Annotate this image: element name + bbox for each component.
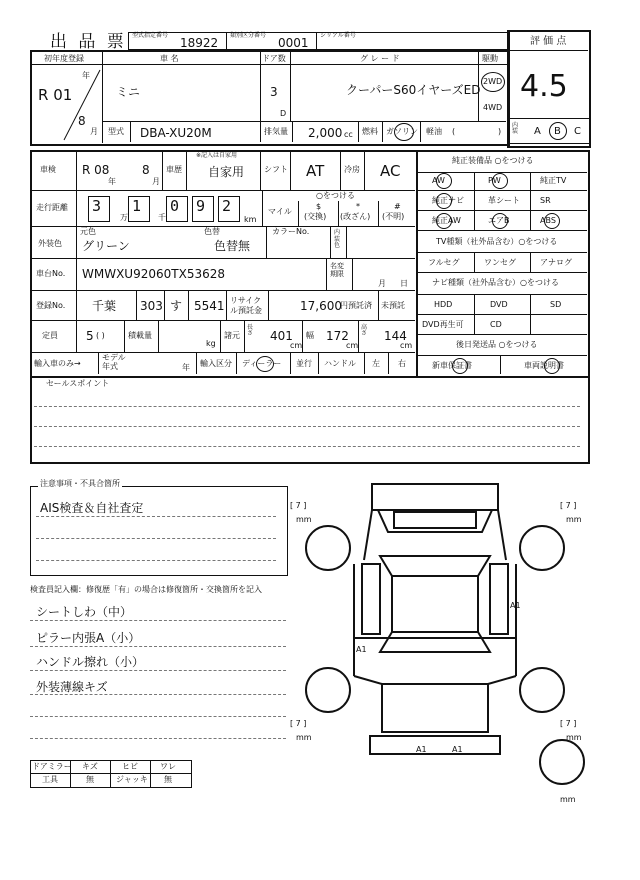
first-reg-month: 8 (78, 114, 86, 128)
drive-4wd: 4WD (483, 103, 503, 112)
recycle-unit: 円預託済 (340, 301, 372, 310)
navi-item: DVD再生可 (422, 320, 464, 329)
post-item-circle (544, 358, 560, 374)
import-model-year-label: モデル年式 (102, 353, 126, 371)
shaken-month: 8 (142, 163, 150, 177)
rating-label: 評 価 点 (530, 36, 567, 47)
car-damage-diagram (290, 480, 590, 810)
color-no-label: カラーNo. (272, 227, 310, 236)
post-header: 後日発送品 ○をつける (456, 340, 538, 349)
sales-point-box (30, 376, 590, 464)
navi-item: SD (550, 300, 562, 309)
length-label: 長さ (247, 324, 254, 337)
mileage-digit: 9 (196, 197, 206, 215)
equipment-item: PW (488, 176, 501, 185)
mileage-dollar: $ (316, 202, 322, 211)
tire-fr-unit: mm (566, 515, 582, 524)
class-no-label: 類別区分番号 (230, 32, 267, 39)
mileage-man-unit: 万 (120, 213, 128, 222)
tire-rr-unit: mm (566, 733, 582, 742)
doors-sub: D (280, 109, 287, 118)
damage-mark-3: A1 (416, 745, 427, 754)
equipment-item-circle (436, 193, 452, 209)
inspector-line-2: ピラー内張A（小） (36, 631, 141, 645)
import-dealer: ディーラー (242, 359, 282, 368)
post-item: 車両説明書 (524, 361, 564, 370)
name-change-day: 日 (400, 279, 408, 288)
post-item-circle (452, 358, 468, 374)
notes-box (30, 486, 288, 576)
tv-item: フルセグ (428, 258, 460, 267)
first-reg-label: 初年度登録 (44, 54, 84, 63)
equipment-item: SR (540, 196, 551, 205)
navi-item: DVD (490, 300, 508, 309)
interior-c: C (574, 126, 581, 137)
capacity-label: 定員 (42, 331, 58, 340)
grade-value: クーパーS60イヤーズED (346, 83, 481, 97)
import-only-label: 輸入車のみ→ (34, 359, 81, 368)
drive-2wd: 2WD (483, 77, 503, 86)
length-value: 401 (270, 329, 293, 343)
grade-label: グ レ ー ド (360, 54, 400, 63)
width-label: 幅 (306, 331, 314, 340)
tire-fl-bracket: [ 7 ] (290, 501, 307, 510)
navi-header: ナビ種類（社外品含む）○をつける (432, 278, 559, 287)
doors-label: ドア数 (262, 54, 286, 63)
tire-rr-bracket: [ 7 ] (560, 719, 577, 728)
chassis-label: 車台No. (36, 269, 66, 278)
equipment-item: 純正AW (432, 216, 461, 225)
mileage-sen-unit: 千 (158, 213, 166, 222)
fuel-diesel: 軽油 (426, 127, 442, 136)
tire-spare-unit: mm (560, 795, 576, 804)
tv-header: TV種類（社外品含む）○をつける (436, 237, 558, 246)
rating-value: 4.5 (520, 69, 568, 104)
type-no-label: 型式指定番号 (132, 32, 169, 39)
navi-item: HDD (434, 300, 453, 309)
shaken-year-unit: 年 (108, 177, 116, 186)
inspector-line-1: シートしわ（中） (36, 605, 133, 619)
inspector-line-4: 外装薄線キズ (36, 680, 108, 694)
damage-mark-2: A1 (356, 645, 367, 654)
tire-fr-bracket: [ 7 ] (560, 501, 577, 510)
mileage-digit: 3 (92, 197, 102, 215)
chassis-value: WMWXU92060TX53628 (82, 267, 225, 281)
color-code-label: 色替 (204, 227, 220, 236)
registration-region: 千葉 (92, 299, 117, 313)
first-reg-month-unit: 月 (90, 127, 98, 136)
mileage-digit: 2 (222, 197, 232, 215)
inspector-line-3: ハンドル擦れ（小） (36, 655, 145, 669)
interior-b-circle (549, 122, 567, 140)
drive-label: 駆動 (482, 54, 498, 63)
equipment-item: AW (432, 176, 445, 185)
import-handle-label: ハンドル (324, 359, 356, 368)
equipment-item-circle (436, 213, 452, 229)
mileage-hash-note: (不明) (382, 212, 405, 221)
equipment-item: 純正ナビ (432, 196, 464, 205)
drive-2wd-circle (481, 72, 505, 92)
navi-item: CD (490, 320, 502, 329)
mileage-star-note: (改ざん) (340, 212, 371, 221)
import-class-label: 輸入区分 (200, 359, 232, 368)
bottom-h-1: キズ (82, 762, 98, 771)
displacement-value: 2,000 (308, 126, 343, 140)
model-value: DBA-XU20M (140, 126, 212, 140)
capacity-value: 5 (86, 329, 94, 343)
tv-item: ワンセグ (484, 258, 516, 267)
height-cm: cm (400, 341, 413, 350)
equipment-item-circle (544, 213, 560, 229)
form-title: 出 品 票 (50, 32, 127, 52)
name-change-month: 月 (378, 279, 386, 288)
bottom-v-3: 無 (164, 775, 172, 784)
color-code-value: 色替無 (214, 239, 251, 253)
mileage-star: * (356, 202, 360, 211)
serial-label: シリアル番号 (320, 32, 356, 39)
registration-kana: す (170, 299, 183, 313)
shaken-label: 車検 (40, 165, 56, 174)
bottom-v-0: 工具 (42, 775, 58, 784)
registration-class: 303 (140, 299, 163, 313)
shaken-month-unit: 月 (152, 177, 160, 186)
displacement-label: 排気量 (264, 127, 288, 136)
displacement-unit: cc (344, 130, 353, 139)
load-label: 積載量 (128, 331, 152, 340)
recycle-unpaid: 未預託 (381, 301, 405, 310)
sales-point-label: セールスポイント (46, 379, 110, 388)
color-label: 外装色 (38, 239, 62, 248)
shaken-value: R 08 (82, 163, 110, 177)
equipment-item-circle (492, 213, 508, 229)
damage-mark-1: A1 (510, 601, 521, 610)
car-name-value: ミニ (116, 85, 141, 99)
shift-label: シフト (264, 165, 288, 174)
cooler-label: 冷房 (344, 165, 360, 174)
interior-a: A (534, 126, 541, 137)
post-item: 新車保証書 (432, 361, 472, 370)
first-reg-year: R 01 (38, 86, 73, 104)
width-value: 172 (326, 329, 349, 343)
cooler-value: AC (380, 162, 401, 180)
width-cm: cm (346, 341, 359, 350)
mileage-hash: # (394, 202, 401, 211)
import-year-unit: 年 (182, 363, 190, 372)
car-name-label: 車 名 (160, 54, 179, 63)
equipment-item-circle (492, 173, 508, 189)
history-value: 自家用 (208, 165, 245, 179)
history-label: 車歴 (166, 165, 182, 174)
import-left: 左 (372, 359, 380, 368)
import-parallel: 並行 (296, 359, 312, 368)
name-change-label: 名変期限 (330, 262, 344, 279)
bottom-v-1: 無 (86, 775, 94, 784)
mileage-label: 走行距離 (36, 203, 68, 212)
import-dealer-circle (256, 356, 274, 372)
history-note: ※記入は自家用 (196, 152, 238, 159)
import-right: 右 (398, 359, 406, 368)
first-reg-year-unit: 年 (82, 71, 90, 80)
bottom-h-0: ドアミラー (32, 762, 72, 771)
capacity-paren: ( ) (96, 331, 105, 340)
length-cm: cm (290, 341, 303, 350)
interior-b: B (554, 126, 561, 137)
equipment-item: ABS (540, 216, 556, 225)
equipment-item: 純正TV (540, 176, 567, 185)
height-value: 144 (384, 329, 407, 343)
equipment-item: エアB (488, 216, 510, 225)
bottom-v-2: ジャッキ (116, 775, 148, 784)
mileage-dollar-note: (交換) (304, 212, 327, 221)
mileage-digit: 0 (170, 197, 180, 215)
recycle-label: リサイクル預託金 (230, 296, 262, 315)
tire-rl-bracket: [ 7 ] (290, 719, 307, 728)
fuel-gas: ガソリン (386, 127, 418, 136)
mileage-mile-label: マイル (268, 207, 292, 216)
equipment-header: 純正装備品 ○をつける (452, 156, 534, 165)
registration-label: 登録No. (36, 301, 66, 310)
fuel-gas-circle (394, 123, 414, 141)
color-original-value: グリーン (82, 239, 130, 253)
fuel-label: 燃料 (362, 127, 378, 136)
notes-label: 注意事項・不具合箇所 (40, 479, 120, 488)
damage-mark-4: A1 (452, 745, 463, 754)
class-no-value: 0001 (278, 36, 309, 50)
interior-label: 内装 (512, 122, 519, 135)
inspector-label: 検査員記入欄：修復歴「有」の場合は修復箇所・交換箇所を記入 (30, 585, 262, 594)
doors-value: 3 (270, 85, 278, 99)
interior-color-label: 内装色 (334, 229, 341, 250)
tire-fl-unit: mm (296, 515, 312, 524)
recycle-value: 17,600 (300, 299, 342, 313)
notes-line-1: AIS検査＆自社査定 (40, 501, 144, 515)
color-original-label: 元色 (80, 227, 96, 236)
mileage-circle-note: ○をつける (316, 191, 355, 200)
equipment-item-circle (436, 173, 452, 189)
bottom-h-2: ヒビ (122, 762, 138, 771)
mileage-digit: 1 (132, 197, 142, 215)
shift-value: AT (306, 162, 325, 180)
load-kg: kg (206, 339, 216, 348)
tv-item: アナログ (540, 258, 572, 267)
type-no-value: 18922 (180, 36, 219, 50)
height-label: 高さ (361, 324, 368, 337)
equipment-item: 革シート (488, 196, 520, 205)
detail-block (30, 150, 418, 378)
registration-number: 5541 (194, 299, 225, 313)
model-label: 型式 (108, 127, 124, 136)
tire-rl-unit: mm (296, 733, 312, 742)
mileage-km-unit: km (244, 215, 257, 224)
dims-label: 諸元 (224, 331, 240, 340)
bottom-h-3: ワレ (160, 762, 176, 771)
